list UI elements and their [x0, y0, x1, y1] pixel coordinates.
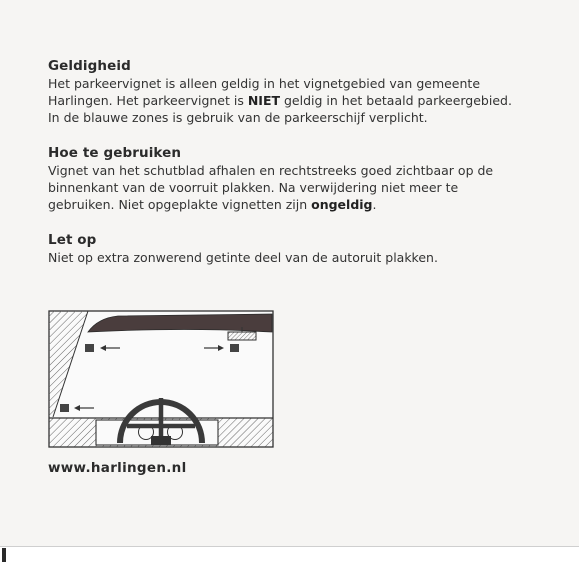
usage-text-start: Vignet van het schutblad afhalen en rechtstreeks goed zichtbaar op de binnenkant van de voorruit plakken. Na verwijdering niet meer te gebruiken. Niet opgeplakte vignetten zijn [48, 163, 494, 212]
paragraph-validity [48, 75, 518, 126]
heading-attention: Let op [48, 232, 97, 248]
heading-usage: Hoe te gebruiken [48, 145, 182, 161]
paragraph-attention: Niet op extra zonwerend getinte deel van de autoruit plakken. [48, 250, 438, 265]
section-usage [48, 145, 518, 213]
tinted-band [88, 314, 272, 332]
document-body [48, 58, 518, 285]
validity-text-end: geldig in het betaald parkeergebied. In de blauwe zones is gebruik van de parkeerschijf verplicht. [48, 93, 512, 125]
rearview-mirror-icon [228, 332, 256, 340]
website-link[interactable]: www.harlingen.nl [48, 460, 187, 476]
validity-text-start: Het parkeervignet is alleen geldig in het vignetgebied van gemeente Harlingen. Het parkeervignet is [48, 76, 481, 108]
page-bottom-edge [0, 546, 579, 563]
section-attention [48, 232, 518, 266]
vignet-spot-left-top [85, 344, 94, 352]
validity-text-emphasis: NIET [247, 93, 281, 108]
page-corner-mark [2, 548, 6, 562]
usage-text-end: . [372, 197, 377, 212]
vignet-spot-left-bottom [60, 404, 69, 412]
vignet-spot-right [230, 344, 239, 352]
heading-validity: Geldigheid [48, 58, 131, 74]
windshield-illustration [48, 310, 274, 448]
usage-text-emphasis: ongeldig [311, 197, 373, 212]
paragraph-usage [48, 162, 518, 213]
section-validity [48, 58, 518, 126]
